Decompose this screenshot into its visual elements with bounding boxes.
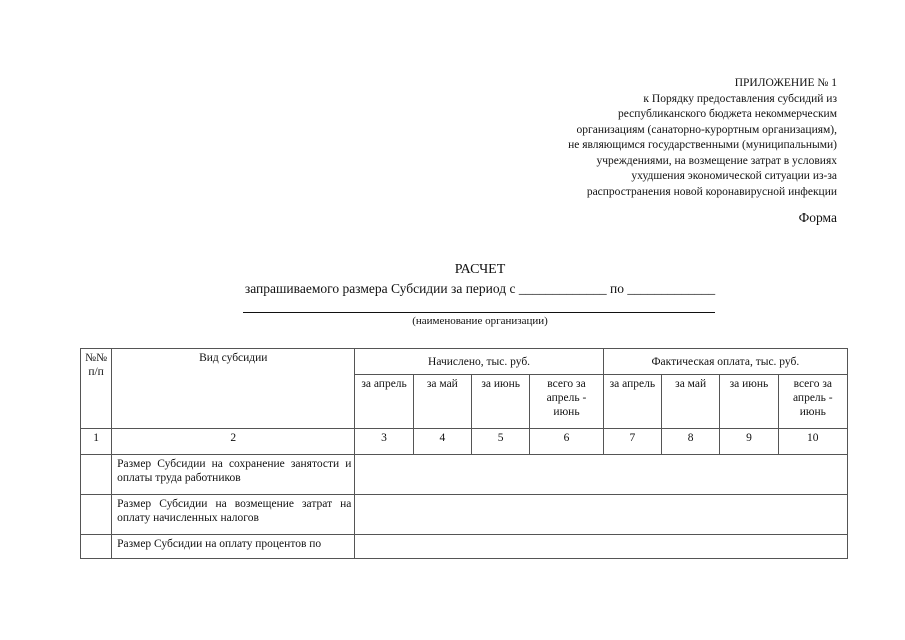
appendix-line: учреждениями, на возмещение затрат в условиях [596,154,837,167]
data-cell [355,535,848,559]
calculation-table [80,348,848,559]
data-cell [355,455,848,495]
subsidy-type-cell: Размер Субсидии на оплату процентов по [112,535,355,559]
column-number: 4 [413,429,471,455]
column-number: 1 [81,429,112,455]
document-subtitle: запрашиваемого размера Субсидии за период с _____________ по _____________ [244,281,716,296]
subsidy-type-cell: Размер Субсидии на возмещение затрат на оплату начисленных налогов [112,495,355,535]
data-cell [355,495,848,535]
appendix-line: не являющимся государственными (муниципальными) [568,139,837,151]
column-number: 9 [720,429,778,455]
form-label: Форма [798,210,837,225]
appendix-line: распространения новой коронавирусной инфекции [586,185,837,198]
appendix-block [507,76,837,200]
subsidy-type-cell: Размер Субсидии на сохранение занятости и оплаты труда работников [112,455,355,495]
row-number-cell [81,535,112,559]
column-number: 3 [355,429,413,455]
header-actual-paid: Фактическая оплата, тыс. руб. [603,349,847,375]
row-number-cell [81,495,112,535]
appendix-line: к Порядку предоставления субсидий из [643,92,837,105]
column-number: 8 [662,429,720,455]
subheader-june: за июнь [472,375,530,429]
header-subsidy-type: Вид субсидии [112,349,355,429]
subheader-may: за май [413,375,471,429]
subheader-total: всего за апрель - июнь [530,375,603,429]
subheader-april: за апрель [603,375,661,429]
column-number: 5 [472,429,530,455]
organization-name-line [243,312,715,313]
subheader-april: за апрель [355,375,413,429]
appendix-line: республиканского бюджета некоммерческим [617,108,837,120]
organization-caption: (наименование организации) [412,315,548,327]
subheader-june: за июнь [720,375,778,429]
header-number: №№ п/п [81,349,112,429]
header-accrued: Начислено, тыс. руб. [355,349,603,375]
document-title: РАСЧЕТ [454,262,506,277]
row-number-cell [81,455,112,495]
subheader-may: за май [662,375,720,429]
appendix-title: ПРИЛОЖЕНИЕ № 1 [734,77,837,89]
column-number: 10 [778,429,847,455]
column-number: 6 [530,429,603,455]
column-number: 7 [603,429,661,455]
column-number: 2 [112,429,355,455]
appendix-line: организациям (санаторно-курортным организациям), [576,123,837,136]
subheader-total: всего за апрель - июнь [778,375,847,429]
appendix-line: ухудшения экономической ситуации из-за [631,170,837,182]
